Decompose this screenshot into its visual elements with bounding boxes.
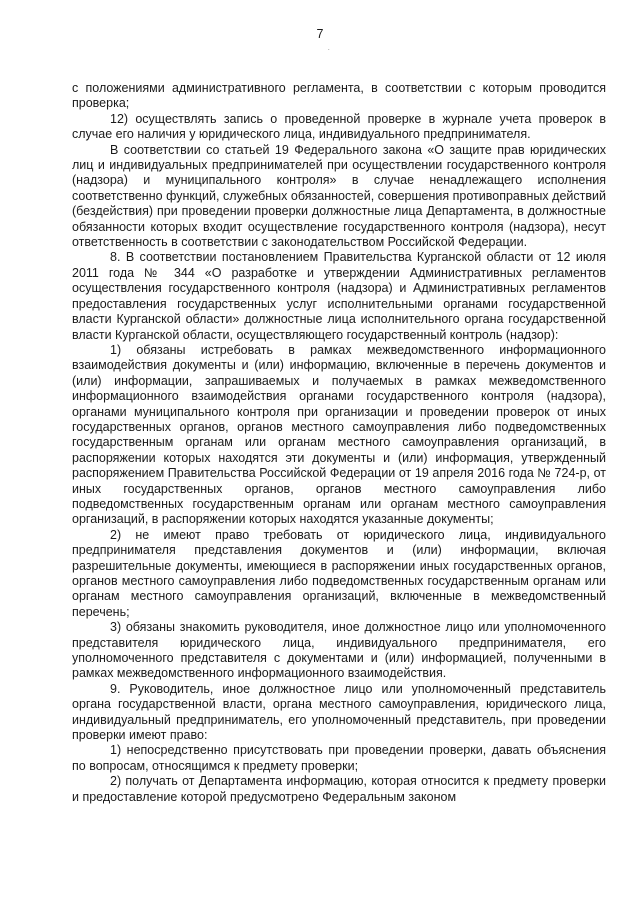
paragraph-section-9: 9. Руководитель, иное должностное лицо или уполномоченный представитель органа государственной власти, органа местного самоуправления, юридического лица, индивидуальный предприниматель, его уполномоченный представитель, при проведении проверки имеют право: (72, 681, 606, 743)
paragraph-section-8-item-2: 2) не имеют право требовать от юридического лица, индивидуального предпринимателя представления документов и (или) информации, включая разрешительные документы, имеющиеся в распоряжении иных государственных органов, органов местного самоуправления либо подведомственных государственным органам или органам местного самоуправления организаций, включенные в межведомственный перечень; (72, 527, 606, 619)
paragraph-section-8-item-1: 1) обязаны истребовать в рамках межведомственного информационного взаимодействия документы и (или) информацию, включенные в перечень документов и (или) информации, запрашиваемых и получаемых в рамках межведомственного информационного взаимодействия органами государственного контроля (надзора), органами муниципального контроля при организации и проведении проверок от иных государственных органов, органов местного самоуправления либо подведомственных государственным органам или органам местного самоуправления организаций, в распоряжении которых находятся эти документы и (или) информация, утвержденный распоряжением Правительства Российской Федерации от 19 апреля 2016 года № 724-р, от иных государственных органов, органов местного самоуправления либо подведомственных государственным органам или органам местного самоуправления организаций, в распоряжении которых находятся указанные документы; (72, 342, 606, 527)
paragraph-item-12: 12) осуществлять запись о проведенной проверке в журнале учета проверок в случае его наличия у юридического лица, индивидуального предпринимателя. (72, 111, 606, 142)
paragraph-section-8-item-3: 3) обязаны знакомить руководителя, иное должностное лицо или уполномоченного представителя юридического лица, индивидуального предпринимателя, его уполномоченного представителя с документами и (или) информацией, полученными в рамках межведомственного информационного взаимодействия. (72, 620, 606, 681)
paragraph-liability: В соответствии со статьей 19 Федерального закона «О защите прав юридических лиц и индивидуальных предпринимателей при осуществлении государственного контроля (надзора) и муниципального контроля» в случае ненадлежащего исполнения соответственно функций, служебных обязанностей, совершения противоправных действий (бездействия) при проведении проверки должностные лица Департамента, в должностные обязанности которых входит осуществление государственного контроля (надзора), несут ответственность в соответствии с законодательством Российской Федерации. (72, 142, 606, 250)
paragraph-continuation: с положениями административного регламента, в соответствии с которым проводится проверка; (72, 81, 606, 111)
page-number: 7 (316, 27, 324, 41)
paragraph-section-9-item-2: 2) получать от Департамента информацию, которая относится к предмету проверки и предоставление которой предусмотрено Федеральным законом (72, 774, 606, 804)
document-body (72, 81, 606, 805)
paragraph-section-8: 8. В соответствии постановлением Правительства Курганской области от 12 июля 2011 года № 344 «О разработке и утверждении Административных регламентов осуществления государственного контроля (надзора) и Административных регламентов предоставления государственных услуг исполнительными органами государственной власти Курганской области» должностные лица исполнительного органа государственной власти Курганской области, осуществляющего государственный контроль (надзор): (72, 250, 606, 342)
paragraph-section-9-item-1: 1) непосредственно присутствовать при проведении проверки, давать объяснения по вопросам, относящимся к предмету проверки; (72, 743, 606, 773)
scan-mark: . (328, 46, 330, 52)
